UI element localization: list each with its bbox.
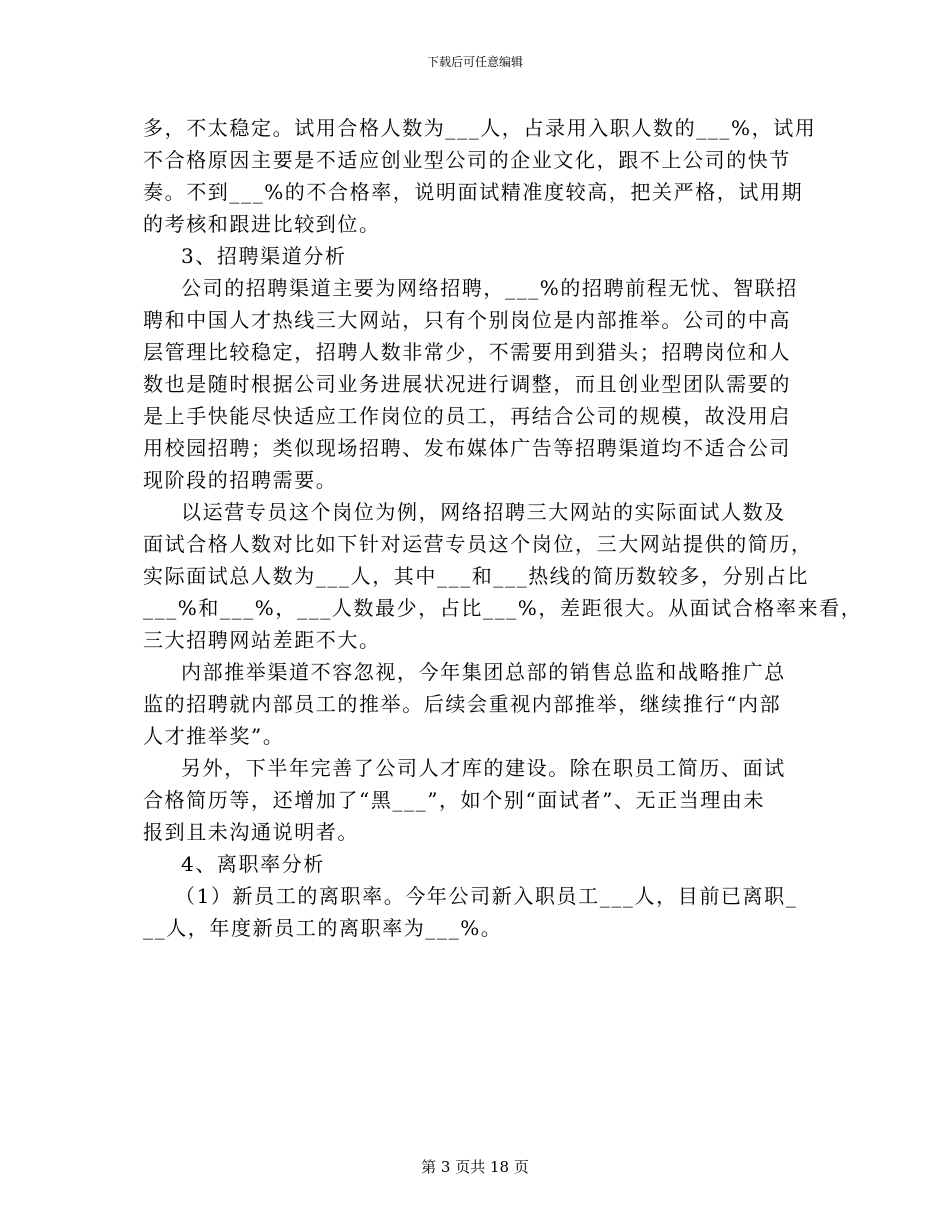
body-line: 公司的招聘渠道主要为网络招聘，___%的招聘前程无忧、智联招: [181, 276, 799, 300]
body-line: ___%和___%，___人数最少，占比___%，差距很大。从面试合格率来看，: [143, 596, 863, 620]
body-line: 数也是随时根据公司业务进展状况进行调整，而且创业型团队需要的: [143, 372, 791, 396]
body-line: 多，不太稳定。试用合格人数为___人，占录用入职人数的___%，试用: [143, 116, 817, 140]
page-header: 下载后可任意编辑: [426, 55, 523, 69]
document-body: [143, 112, 863, 944]
body-line: 是上手快能尽快适应工作岗位的员工，再结合公司的规模，故没用启: [143, 404, 791, 428]
body-line: 不合格原因主要是不适应创业型公司的企业文化，跟不上公司的快节: [143, 148, 791, 172]
body-line: 报到且未沟通说明者。: [143, 820, 359, 844]
body-line: 以运营专员这个岗位为例，网络招聘三大网站的实际面试人数及: [181, 500, 786, 524]
body-line: __人，年度新员工的离职率为___%。: [143, 916, 503, 940]
body-line: 人才推举奖”。: [143, 724, 285, 748]
body-line: 实际面试总人数为___人，其中___和___热线的简历数较多，分别占比: [143, 564, 809, 588]
body-line: 用校园招聘；类似现场招聘、发布媒体广告等招聘渠道均不适合公司: [143, 436, 791, 460]
body-line: 层管理比较稳定，招聘人数非常少，不需要用到猎头；招聘岗位和人: [143, 340, 791, 364]
body-line: （1）新员工的离职率。今年公司新入职员工___人，目前已离职_: [175, 884, 798, 908]
page-footer: 第 3 页共 18 页: [421, 1158, 529, 1176]
body-line: 现阶段的招聘需要。: [143, 468, 338, 492]
body-line: 面试合格人数对比如下针对运营专员这个岗位，三大网站提供的简历，: [143, 532, 813, 556]
body-line: 合格简历等，还增加了“黑___”，如个别“面试者”、无正当理由未: [143, 788, 766, 812]
body-line: 监的招聘就内部员工的推举。后续会重视内部推举，继续推行“内部: [143, 692, 782, 716]
body-line: 的考核和跟进比较到位。: [143, 212, 381, 236]
body-line: 三大招聘网站差距不大。: [143, 628, 381, 652]
body-line: 内部推举渠道不容忽视，今年集团总部的销售总监和战略推广总: [181, 660, 786, 684]
body-line: 另外，下半年完善了公司人才库的建设。除在职员工简历、面试: [181, 756, 786, 780]
section-heading: 3、招聘渠道分析: [181, 244, 347, 268]
section-heading: 4、离职率分析: [181, 852, 325, 876]
body-line: 聘和中国人才热线三大网站，只有个别岗位是内部推举。公司的中高: [143, 308, 791, 332]
body-line: 奏。不到___%的不合格率，说明面试精准度较高，把关严格，试用期: [143, 180, 804, 204]
